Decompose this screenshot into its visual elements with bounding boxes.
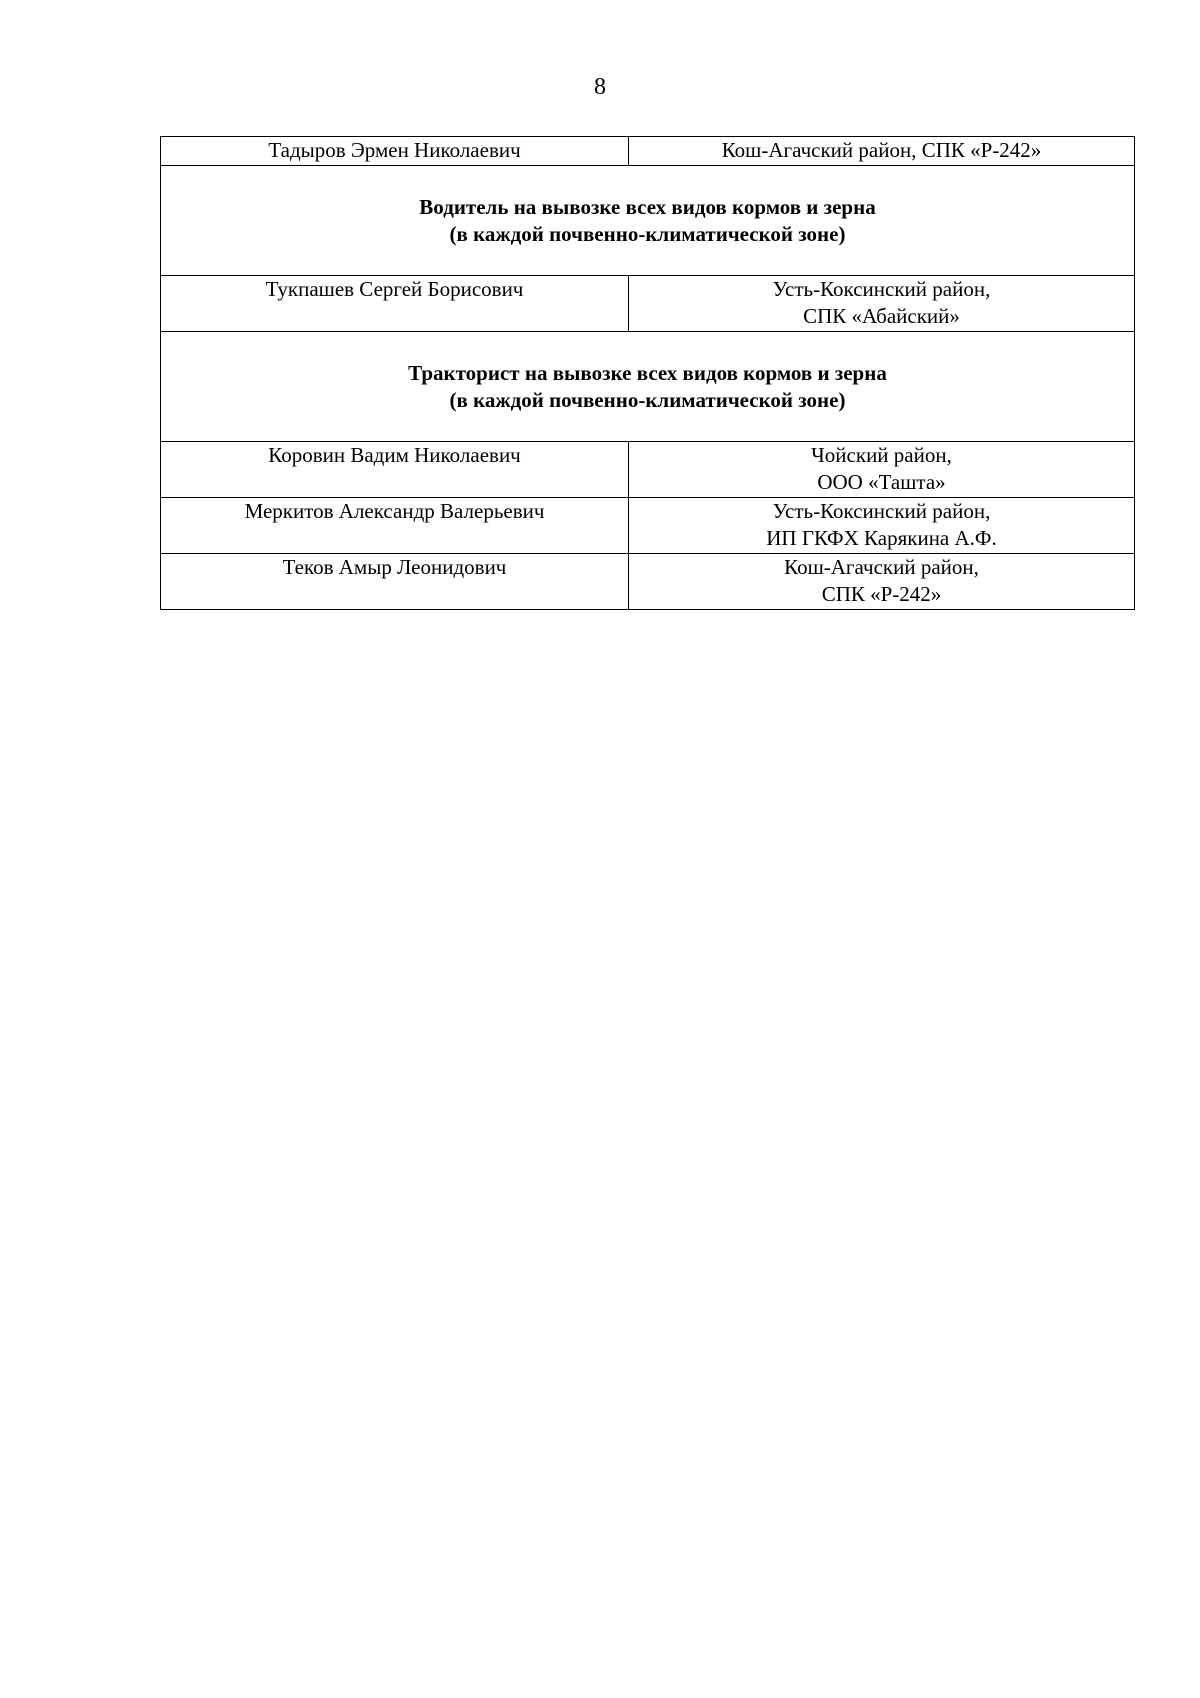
person-place-cell bbox=[629, 554, 1135, 610]
table-row bbox=[161, 498, 1135, 554]
page-number: 8 bbox=[594, 74, 606, 100]
place-line: Кош-Агачский район, СПК «Р-242» bbox=[721, 138, 1042, 162]
place-line: Усть-Коксинский район, bbox=[772, 277, 991, 301]
section-heading bbox=[161, 332, 1135, 442]
person-name-cell: Тукпашев Сергей Борисович bbox=[161, 276, 629, 332]
section-subtitle-line: (в каждой почвенно-климатической зоне) bbox=[449, 222, 846, 246]
person-name-cell: Меркитов Александр Валерьевич bbox=[161, 498, 629, 554]
table-row bbox=[161, 276, 1135, 332]
person-place-cell bbox=[629, 498, 1135, 554]
place-line: СПК «Абайский» bbox=[803, 304, 960, 328]
table-row bbox=[161, 442, 1135, 498]
section-row bbox=[161, 332, 1135, 442]
place-line: Чойский район, bbox=[811, 443, 952, 467]
table-row bbox=[161, 554, 1135, 610]
table-row bbox=[161, 137, 1135, 166]
person-place-cell bbox=[629, 276, 1135, 332]
place-line: СПК «Р-242» bbox=[821, 582, 942, 606]
section-heading bbox=[161, 166, 1135, 276]
person-name-cell: Тадыров Эрмен Николаевич bbox=[161, 137, 629, 166]
place-line: ООО «Ташта» bbox=[817, 470, 946, 494]
section-subtitle-line: (в каждой почвенно-климатической зоне) bbox=[449, 388, 846, 412]
person-name-cell: Коровин Вадим Николаевич bbox=[161, 442, 629, 498]
section-title-line: Водитель на вывозке всех видов кормов и зерна bbox=[419, 195, 876, 219]
person-name-cell: Теков Амыр Леонидович bbox=[161, 554, 629, 610]
section-title-line: Тракторист на вывозке всех видов кормов и зерна bbox=[408, 361, 887, 385]
place-line: Усть-Коксинский район, bbox=[772, 499, 991, 523]
section-row bbox=[161, 166, 1135, 276]
place-line: ИП ГКФХ Карякина А.Ф. bbox=[766, 526, 997, 550]
person-place-cell bbox=[629, 442, 1135, 498]
person-place-cell bbox=[629, 137, 1135, 166]
place-line: Кош-Агачский район, bbox=[784, 555, 979, 579]
awards-table bbox=[160, 136, 1135, 610]
